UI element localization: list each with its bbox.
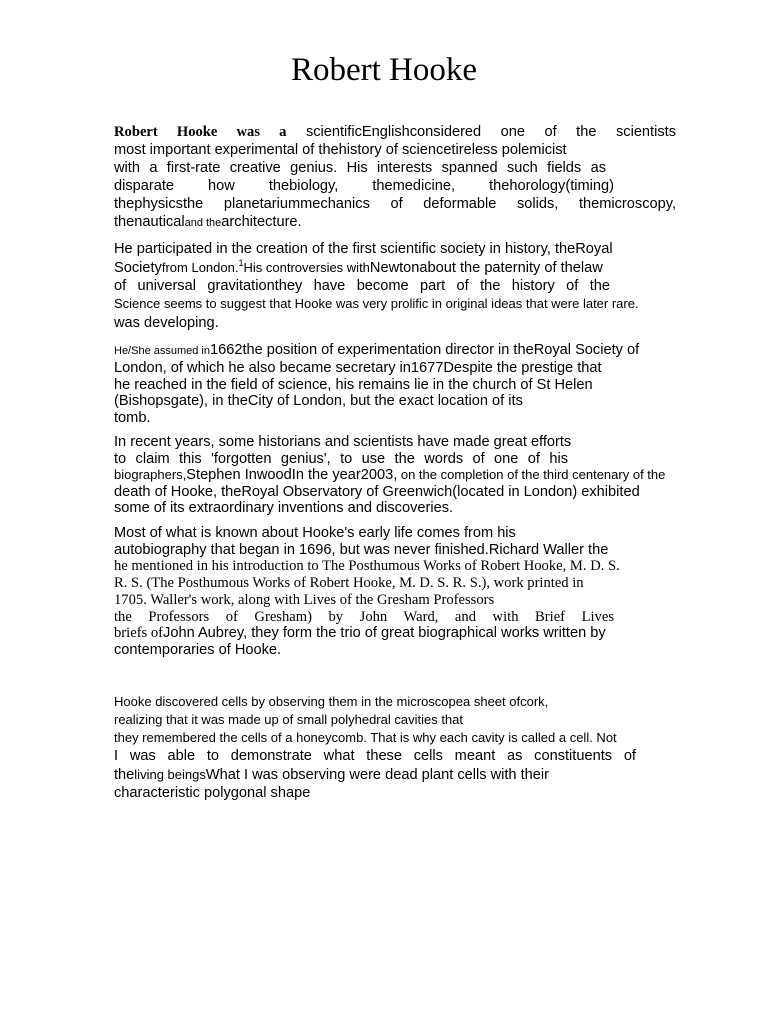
paragraph-3-line-4: (Bishopsgate), in theCity of London, but the exact location of its (114, 393, 523, 409)
paragraph-3-line-2: London, of which he also became secretary in1677Despite the prestige that (114, 360, 602, 376)
page-title: Robert Hooke (290, 52, 478, 88)
paragraph-6-line-1: Hooke discovered cells by observing them in the microscopea sheet ofcork, (114, 694, 549, 709)
paragraph-5-line-4: R. S. (The Posthumous Works of Robert Hooke, M. D. S. R. S.), work printed in (114, 575, 584, 591)
paragraph-3-line-3: he reached in the field of science, his remains lie in the church of St Helen (114, 377, 593, 393)
paragraph-4-line-4: death of Hooke, theRoyal Observatory of Greenwich(located in London) exhibited (114, 484, 640, 500)
paragraph-1-line-3: with a first-rate creative genius. His interests spanned such fields as (114, 160, 606, 176)
paragraph-6-line-6: characteristic polygonal shape (114, 785, 311, 801)
paragraph-2-line-4: Science seems to suggest that Hooke was very prolific in original ideas that were later rare. (114, 296, 639, 311)
paragraph-2-line-2: Societyfrom London.$^1$His controversies withNewtonabout the paternity of thelaw (114, 258, 603, 276)
paragraph-5-line-6: the Professors of Gresham) by John Ward, and with Brief Lives (114, 609, 614, 625)
paragraph-1-line-2: most important experimental of thehistory of sciencetireless polemicist (114, 142, 567, 158)
paragraph-5-line-3: he mentioned in his introduction to The Posthumous Works of Robert Hooke, M. D. S. (114, 558, 620, 574)
paragraph-5-line-2: autobiography that began in 1696, but was never finished.Richard Waller the (114, 542, 609, 558)
paragraph-3-line-1: He/She assumed in1662the position of experimentation director in theRoyal Society of (114, 342, 640, 358)
paragraph-6-line-5: theliving beingsWhat I was observing were dead plant cells with their (114, 767, 549, 783)
paragraph-4-line-3: biographers,Stephen InwoodIn the year2003, on the completion of the third centenary of the (114, 467, 666, 483)
paragraph-2-line-3: of universal gravitationthey have become part of the history of the (114, 278, 610, 294)
paragraph-3-line-5: tomb. (114, 410, 151, 426)
paragraph-5-line-5: 1705. Waller's work, along with Lives of the Gresham Professors (114, 592, 495, 608)
paragraph-5-line-8: contemporaries of Hooke. (114, 642, 282, 658)
paragraph-2-line-5: was developing. (114, 315, 219, 331)
paragraph-1-line-1: Robert Hooke was a scientificEnglishconsidered one of the scientists (114, 124, 676, 140)
paragraph-1-line-6: thenauticaland thearchitecture. (114, 214, 302, 230)
paragraph-4-line-1: In recent years, some historians and scientists have made great efforts (114, 434, 572, 450)
paragraph-6-line-4: I was able to demonstrate what these cells meant as constituents of (114, 748, 636, 764)
paragraph-2-line-1: He participated in the creation of the first scientific society in history, theRoyal (114, 241, 613, 257)
paragraph-6-line-2: realizing that it was made up of small polyhedral cavities that (114, 712, 464, 727)
paragraph-4-line-2: to claim this 'forgotten genius', to use the words of one of his (114, 451, 568, 467)
paragraph-5-line-1: Most of what is known about Hooke's early life comes from his (114, 525, 516, 541)
paragraph-1-line-4: disparate how thebiology, themedicine, thehorology(timing) (114, 178, 614, 194)
paragraph-6-line-3: they remembered the cells of a honeycomb. That is why each cavity is called a cell. Not (114, 730, 617, 745)
paragraph-1-line-5: thephysicsthe planetariummechanics of deformable solids, themicroscopy, (114, 196, 676, 212)
paragraph-4-line-5: some of its extraordinary inventions and discoveries. (114, 500, 454, 516)
paragraph-5-line-7: briefs ofJohn Aubrey, they form the trio of great biographical works written by (114, 625, 606, 641)
